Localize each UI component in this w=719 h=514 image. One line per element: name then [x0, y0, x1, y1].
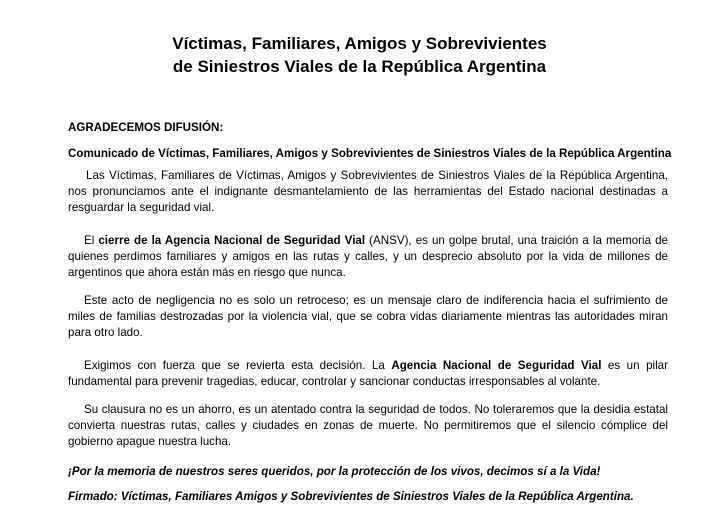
closing-slogan: ¡Por la memoria de nuestros seres queridos, por la protección de los vivos, decimos sí a la Vida!: [68, 465, 601, 478]
paragraph-2-text: (ANSV), es un golpe brutal, una traición a la memoria de quienes perdimos familiares y amigos en las rutas y calles, y un desprecio absoluto por la vida de millones de argentinos que ahora están más en riesgo que nunca.: [68, 234, 669, 280]
document-title-line-2: de Siniestros Viales de la República Argentina: [172, 57, 547, 76]
signature: Firmado: Víctimas, Familiares Amigos y Sobrevivientes de Siniestros Viales de la República Argentina.: [68, 490, 634, 503]
paragraph-4-lead: Exigimos con fuerza que se revierta esta decisión. La: [84, 359, 392, 372]
paragraph-3-text: Este acto de negligencia no es solo un retroceso; es un mensaje claro de indiferencia hacia el sufrimiento de miles de familias destrozadas por la violencia vial, que se cobra vidas diariamente mientras las autoridades miran para otro lado.: [68, 294, 668, 340]
document-title-line-1: Víctimas, Familiares, Amigos y Sobrevivientes: [172, 34, 547, 53]
paragraph-2-lead: El: [84, 234, 99, 247]
paragraph-5: [68, 402, 668, 451]
paragraph-4-agency-name: Agencia Nacional de Seguridad Vial: [391, 359, 602, 372]
paragraph-2-agency-closure: cierre de la Agencia Nacional de Seguridad Vial: [98, 234, 366, 247]
paragraph-1-text: Las Víctimas, Familiares de Víctimas, Amigos y Sobrevivientes de Siniestros Viales de la República Argentina, nos pronunciamos ante el indignante desmantelamiento de las herramientas del Estado nacional destinadas a resguardar la seguridad vial.: [68, 169, 668, 215]
paragraph-4: [68, 358, 668, 390]
paragraph-4-text: es un pilar fundamental para prevenir tragedias, educar, controlar y sancionar conductas irresponsables al volante.: [68, 359, 668, 389]
paragraph-2: [68, 233, 668, 282]
dissemination-call: AGRADECEMOS DIFUSIÓN:: [68, 121, 224, 134]
communique-subject: Comunicado de Víctimas, Familiares, Amigos y Sobrevivientes de Siniestros Viales de la República Argentina: [68, 147, 672, 160]
paragraph-5-text: Su clausura no es un ahorro, es un atentado contra la seguridad de todos. No toleraremos que la desidia estatal convierta nuestras rutas, calles y ciudades en zonas de muerte. No permitiremos que el silencio cómplice del gobierno apague nuestra lucha.: [68, 403, 668, 449]
paragraph-1: [68, 168, 668, 217]
paragraph-3: [68, 293, 668, 342]
